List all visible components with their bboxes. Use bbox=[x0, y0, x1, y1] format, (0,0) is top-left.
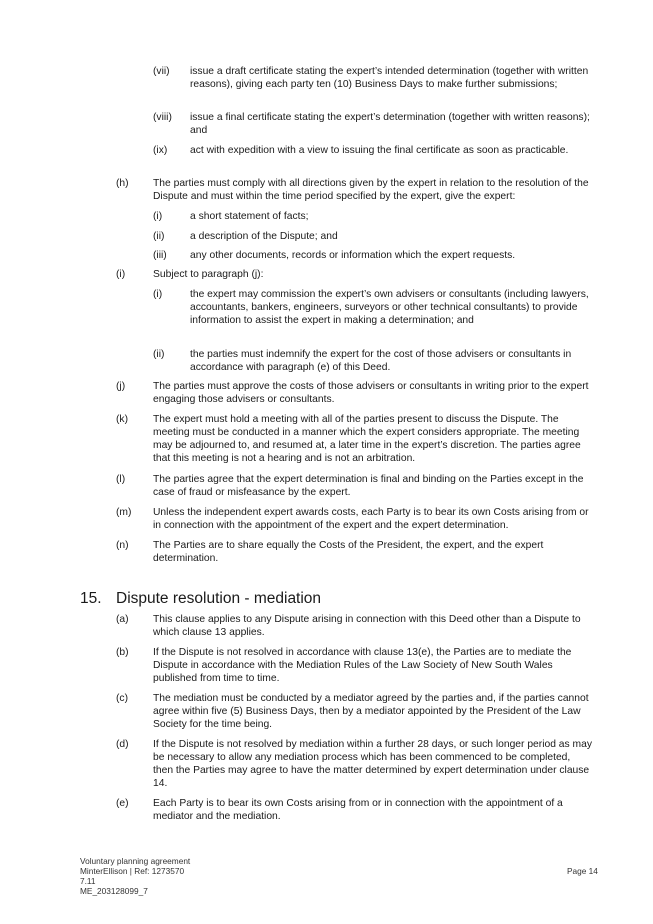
paragraph-text: Subject to paragraph (j): bbox=[153, 269, 264, 280]
paragraph-label: (d) bbox=[116, 739, 129, 750]
item-label: (ix) bbox=[153, 145, 168, 156]
item-text: issue a draft certificate stating the expert’s intended determination (together with written reasons), giving each party ten (10) Business Days to make further submissions; bbox=[190, 66, 589, 90]
footer-doc-id: ME_203128099_7 bbox=[80, 886, 148, 896]
section-title: Dispute resolution - mediation bbox=[116, 590, 322, 607]
item-text: the expert may commission the expert’s own advisers or consultants (including lawyers, accountants, bankers, engineers, surveyors or other technical consultants) to provide information to assist the expert in making a determination; and bbox=[190, 289, 589, 326]
footer-doc-title: Voluntary planning agreement bbox=[80, 856, 191, 866]
paragraph-label: (m) bbox=[116, 507, 132, 518]
paragraph-label: (b) bbox=[116, 647, 129, 658]
paragraph bbox=[116, 506, 593, 532]
item-label: (ii) bbox=[153, 349, 165, 360]
paragraph-text: The parties must comply with all directions given by the expert in relation to the resolution of the Dispute and must within the time period specified by the expert, give the expert: bbox=[153, 178, 589, 202]
item-text: act with expedition with a view to issuing the final certificate as soon as practicable. bbox=[190, 145, 569, 156]
item-label: (viii) bbox=[153, 112, 172, 123]
list-item bbox=[153, 144, 593, 157]
list-item bbox=[153, 288, 593, 327]
item-label: (i) bbox=[153, 289, 163, 300]
footer-info bbox=[80, 856, 190, 896]
item-text: any other documents, records or information which the expert requests. bbox=[190, 250, 516, 261]
list-item bbox=[153, 230, 593, 243]
paragraph-text: Each Party is to bear its own Costs arising from or in connection with the appointment of a mediator and the mediation. bbox=[153, 798, 563, 822]
paragraph-text: The parties must approve the costs of those advisers or consultants in writing prior to the expert engaging those advisers or consultants. bbox=[153, 381, 589, 405]
paragraph-label: (a) bbox=[116, 614, 129, 625]
item-text: issue a final certificate stating the expert’s determination (together with written reasons); and bbox=[190, 112, 590, 136]
item-text: a description of the Dispute; and bbox=[190, 231, 338, 242]
list-item bbox=[153, 65, 593, 91]
paragraph bbox=[116, 539, 593, 565]
paragraph bbox=[116, 380, 593, 406]
paragraph-label: (n) bbox=[116, 540, 129, 551]
paragraph bbox=[116, 646, 593, 685]
paragraph-text: The parties agree that the expert determination is final and binding on the Parties except in the case of fraud or misfeasance by the expert. bbox=[153, 474, 584, 498]
section-number: 15. bbox=[80, 590, 102, 607]
paragraph-label: (h) bbox=[116, 178, 129, 189]
paragraph-label: (e) bbox=[116, 798, 129, 809]
paragraph-text: This clause applies to any Dispute arising in connection with this Deed other than a Dispute to which clause 13 applies. bbox=[153, 614, 581, 638]
paragraph-label: (c) bbox=[116, 693, 129, 704]
paragraph-label: (j) bbox=[116, 381, 126, 392]
paragraph bbox=[116, 473, 593, 499]
paragraph bbox=[116, 692, 593, 731]
list-item bbox=[153, 111, 593, 137]
footer-ref: MinterEllison | Ref: 1273570 bbox=[80, 866, 185, 876]
paragraph bbox=[116, 177, 593, 203]
paragraph-text: If the Dispute is not resolved in accordance with clause 13(e), the Parties are to mediate the Dispute in accordance with the Mediation Rules of the Law Society of New South Wales published from time to time. bbox=[153, 647, 572, 684]
item-label: (iii) bbox=[153, 250, 167, 261]
paragraph bbox=[116, 613, 593, 639]
paragraph-label: (l) bbox=[116, 474, 126, 485]
paragraph-label: (k) bbox=[116, 414, 129, 425]
paragraph bbox=[116, 268, 593, 281]
section-heading bbox=[80, 589, 580, 609]
item-label: (ii) bbox=[153, 231, 165, 242]
paragraph bbox=[116, 738, 593, 790]
paragraph-text: The Parties are to share equally the Costs of the President, the expert, and the expert determination. bbox=[153, 540, 544, 564]
paragraph-text: If the Dispute is not resolved by mediation within a further 28 days, or such longer period as may be necessary to allow any mediation process which has been commenced to be completed, then the Parties may agree to have the matter determined by expert determination under clause 14. bbox=[153, 739, 592, 789]
list-item bbox=[153, 210, 593, 223]
paragraph-text: The expert must hold a meeting with all of the parties present to discuss the Dispute. The meeting must be conducted in a manner which the expert considers appropriate. The meeting may be adjourned to, and resumed at, a later time in the expert’s discretion. The parties agree that this meeting is not a hearing and is not an arbitration. bbox=[153, 414, 581, 464]
paragraph-label: (i) bbox=[116, 269, 126, 280]
paragraph-text: Unless the independent expert awards costs, each Party is to bear its own Costs arising from or in connection with the appointment of the expert and the expert determination. bbox=[153, 507, 589, 531]
item-text: a short statement of facts; bbox=[190, 211, 309, 222]
item-label: (vii) bbox=[153, 66, 170, 77]
footer-version: 7.11 bbox=[80, 876, 96, 886]
paragraph bbox=[116, 413, 593, 465]
item-text: the parties must indemnify the expert for the cost of those advisers or consultants in accordance with paragraph (e) of this Deed. bbox=[190, 349, 572, 373]
item-label: (i) bbox=[153, 211, 163, 222]
list-item bbox=[153, 249, 593, 262]
paragraph-text: The mediation must be conducted by a mediator agreed by the parties and, if the parties cannot agree within five (5) Business Days, then by a mediator appointed by the President of the Law Society for the time being. bbox=[153, 693, 589, 730]
paragraph bbox=[116, 797, 593, 823]
page-number: Page 14 bbox=[567, 866, 598, 876]
list-item bbox=[153, 348, 593, 374]
